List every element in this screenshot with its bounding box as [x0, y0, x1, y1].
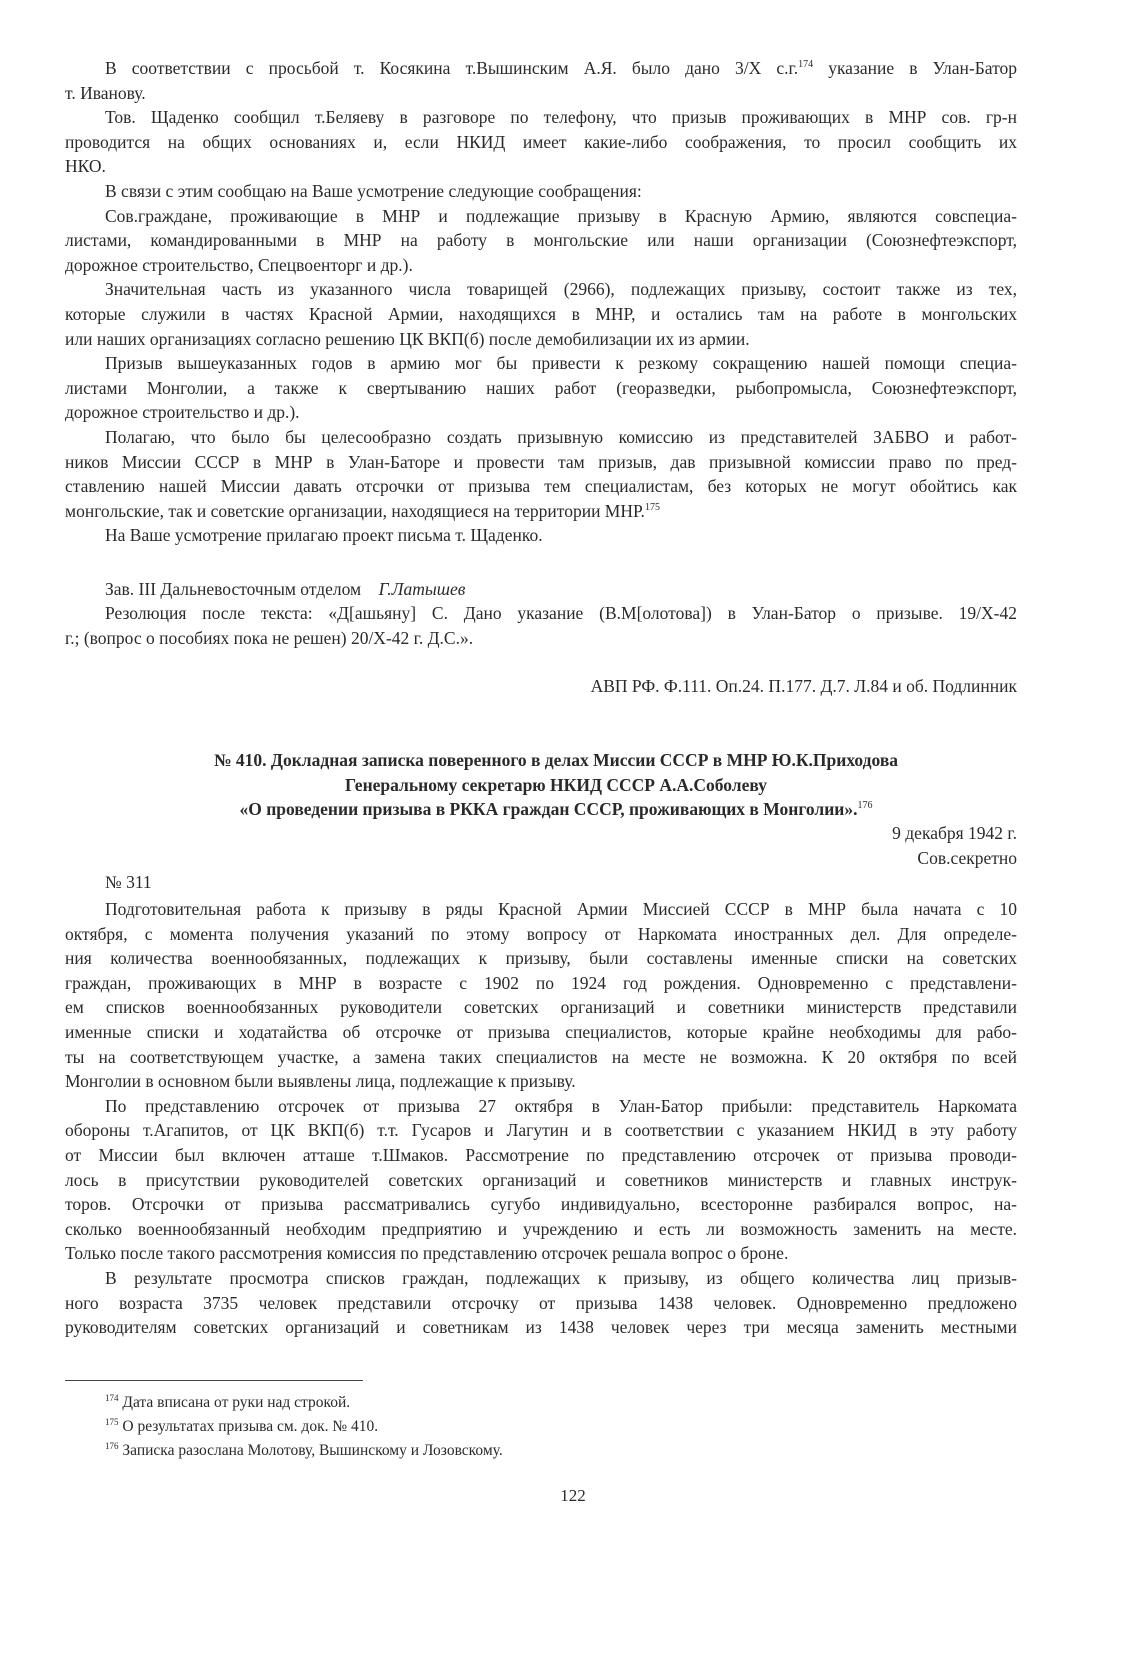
text-line: лось в присутствии руководителей советских организаций и советников министерств и главных инструк- [65, 1169, 1017, 1190]
paragraph [65, 523, 1017, 548]
title-line: Генеральному секретарю НКИД СССР А.А.Соболеву [345, 774, 767, 795]
footnote: $^{175}$ О результатах призыва см. док. № 410. [105, 1417, 379, 1435]
text-line: ния количества военнообязанных, подлежащих к призыву, были составлены именные списки на советских [65, 948, 1017, 969]
text-line: сколько военнообязанный необходим предприятию и учреждению и есть ли возможность заменить на месте. [65, 1218, 1017, 1239]
text-line: Полагаю, что было бы целесообразно создать призывную комиссию из представителей ЗАБВО и работ- [105, 426, 1017, 447]
document-classification: Сов.секретно [917, 847, 1017, 868]
paragraph [65, 601, 1017, 650]
footnote: $^{174}$ Дата вписана от руки над строкой. [105, 1393, 351, 1411]
text-line: В результате просмотра списков граждан, подлежащих к призыву, из общего количества лиц призыв- [105, 1267, 1017, 1288]
signature-line [65, 577, 1017, 602]
text-line: торов. Отсрочки от призыва рассматривались сугубо индивидуально, всесторонне разбирался вопрос, на- [65, 1194, 1017, 1215]
text-line: листами Монголии, а также к свертыванию наших работ (георазведки, рыбопромысла, Союзнефтеэкспорт, [65, 377, 1017, 398]
text-line: Подготовительная работа к призыву в ряды Красной Армии Миссией СССР в МНР была начата с 10 [105, 899, 1017, 919]
document-date: 9 декабря 1942 г. [892, 823, 1017, 843]
text-line: Монголии в основном были выявлены лица, подлежащие к призыву. [65, 1071, 576, 1092]
footnote-ref: 174 [798, 59, 814, 70]
page-number: 122 [560, 1486, 586, 1505]
text-line: ников Миссии СССР в МНР в Улан-Баторе и провести там призыв, дав призывной комиссии право по пред- [65, 451, 1017, 472]
text-line: обороны т.Агапитов, от ЦК ВКП(б) т.т. Гусаров и Лагутин и в соответствии с указанием НКИД в эту работу [65, 1120, 1017, 1141]
signature-name: Г.Латышев [378, 579, 466, 599]
archive-reference: АВП РФ. Ф.111. Оп.24. П.177. Д.7. Л.84 и об. Подлинник [590, 676, 1017, 696]
text-line: В связи с этим сообщаю на Ваше усмотрение следующие сообращения: [105, 180, 642, 201]
signature-position: Зав. III Дальневосточным отделом [105, 579, 362, 599]
signature-block [65, 577, 1017, 602]
text-line: На Ваше усмотрение прилагаю проект письма т. Щаденко. [105, 525, 543, 546]
text-line: ты на соответствующем участке, а замена таких специалистов на месте не возможна. К 20 октября по всей [65, 1046, 1017, 1067]
text-line: ного возраста 3735 человек представили отсрочку от призыва 1438 человек. Одновременно предложено [65, 1292, 1017, 1313]
text-line: ем списков военнообязанных руководители советских организаций и советники министерств представили [65, 997, 1017, 1018]
text-line: Значительная часть из указанного числа товарищей (2966), подлежащих призыву, состоит также из тех, [105, 279, 1017, 300]
text-line: Призыв вышеуказанных годов в армию мог бы привести к резкому сокращению нашей помощи специа- [105, 353, 1017, 374]
text-line: октября, с момента получения указаний по этому вопросу от Наркомата иностранных дел. Для определе- [65, 923, 1017, 944]
title-line: «О проведении призыва в РККА граждан СССР, проживающих в Монголии».$^{176}$ [239, 799, 873, 820]
paragraph [65, 179, 1017, 204]
text-line: НКО. [65, 156, 106, 177]
text-line: именные списки и ходатайства об отсрочке от призыва специалистов, которые крайне необходимы для рабо- [65, 1021, 1017, 1042]
text-line: руководителям советских организаций и советникам из 1438 человек через три месяца заменить местными [65, 1317, 1017, 1338]
text-line: По представлению отсрочек от призыва 27 октября в Улан-Батор прибыли: представитель Наркомата [105, 1095, 1017, 1116]
footnote-divider [65, 1380, 363, 1381]
text-line: Сов.граждане, проживающие в МНР и подлежащие призыву в Красную Армию, являются совспециа- [105, 205, 1017, 226]
paragraph [65, 277, 1017, 351]
text-line: граждан, проживающих в МНР в возрасте с 1902 по 1924 год рождения. Одновременно с представлени- [65, 972, 1017, 993]
text-line: листами, командированными в МНР на работу в монгольские или наши организации (Союзнефтеэкспорт, [65, 230, 1017, 251]
document-body [65, 897, 1017, 1340]
paragraph [65, 425, 1017, 523]
letter-body [65, 56, 1017, 548]
text-line: т. Иванову. [65, 82, 146, 103]
text-line: Резолюция после текста: «Д[ашьяну] С. Дано указание (В.М[олотова]) в Улан-Батор о призыве. 19/X-42 [105, 603, 1017, 623]
document-title [80, 748, 1032, 822]
text-line: Тов. Щаденко сообщил т.Беляеву в разговоре по телефону, что призыв проживающих в МНР сов. гр-н [105, 107, 1017, 128]
text-line: или наших организациях согласно решению ЦК ВКП(б) после демобилизации их из армии. [65, 328, 750, 349]
paragraph [65, 897, 1017, 1094]
text-line: В соответствии с просьбой т. Косякина т.Вышинским А.Я. было дано 3/X с.г.$^{174}$ указание в Улан-Батор [105, 58, 1017, 78]
text-line: ставлению нашей Миссии давать отсрочки от призыва тем специалистам, без которых не могут обойтись как [65, 476, 1017, 497]
title-line: № 410. Докладная записка поверенного в делах Миссии СССР в МНР Ю.К.Приходова [213, 750, 899, 770]
text-line: от Миссии был включен атташе т.Шмаков. Рассмотрение по представлению отсрочек от призыва проводи- [65, 1144, 1017, 1165]
paragraph [65, 105, 1017, 179]
text-line: проводится на общих основаниях и, если НКИД имеет какие-либо соображения, то просил сообщить их [65, 131, 1017, 152]
paragraph [65, 1266, 1017, 1340]
text-line: г.; (вопрос о пособиях пока не решен) 20/X-42 г. Д.С.». [65, 627, 474, 648]
footnote-ref: 176 [857, 800, 873, 812]
paragraph [65, 351, 1017, 425]
footnote-ref: 175 [644, 501, 660, 513]
footnote: $^{176}$ Записка разослана Молотову, Вышинскому и Лозовскому. [105, 1441, 503, 1459]
text-line: дорожное строительство и др.). [65, 402, 300, 423]
document-number: № 311 [105, 872, 152, 893]
text-line: Только после такого рассмотрения комиссия по представлению отсрочек решала вопрос о броне. [65, 1243, 789, 1264]
paragraph [65, 56, 1017, 105]
text-line: дорожное строительство, Спецвоенторг и др.). [65, 254, 413, 275]
paragraph [65, 1094, 1017, 1266]
text-line: которые служили в частях Красной Армии, находящихся в МНР, и остались там на работе в монгольских [65, 303, 1017, 324]
resolution [65, 601, 1017, 650]
text-line: монгольские, так и советские организации, находящиеся на территории МНР.$^{175}$ [65, 500, 660, 521]
paragraph [65, 204, 1017, 278]
